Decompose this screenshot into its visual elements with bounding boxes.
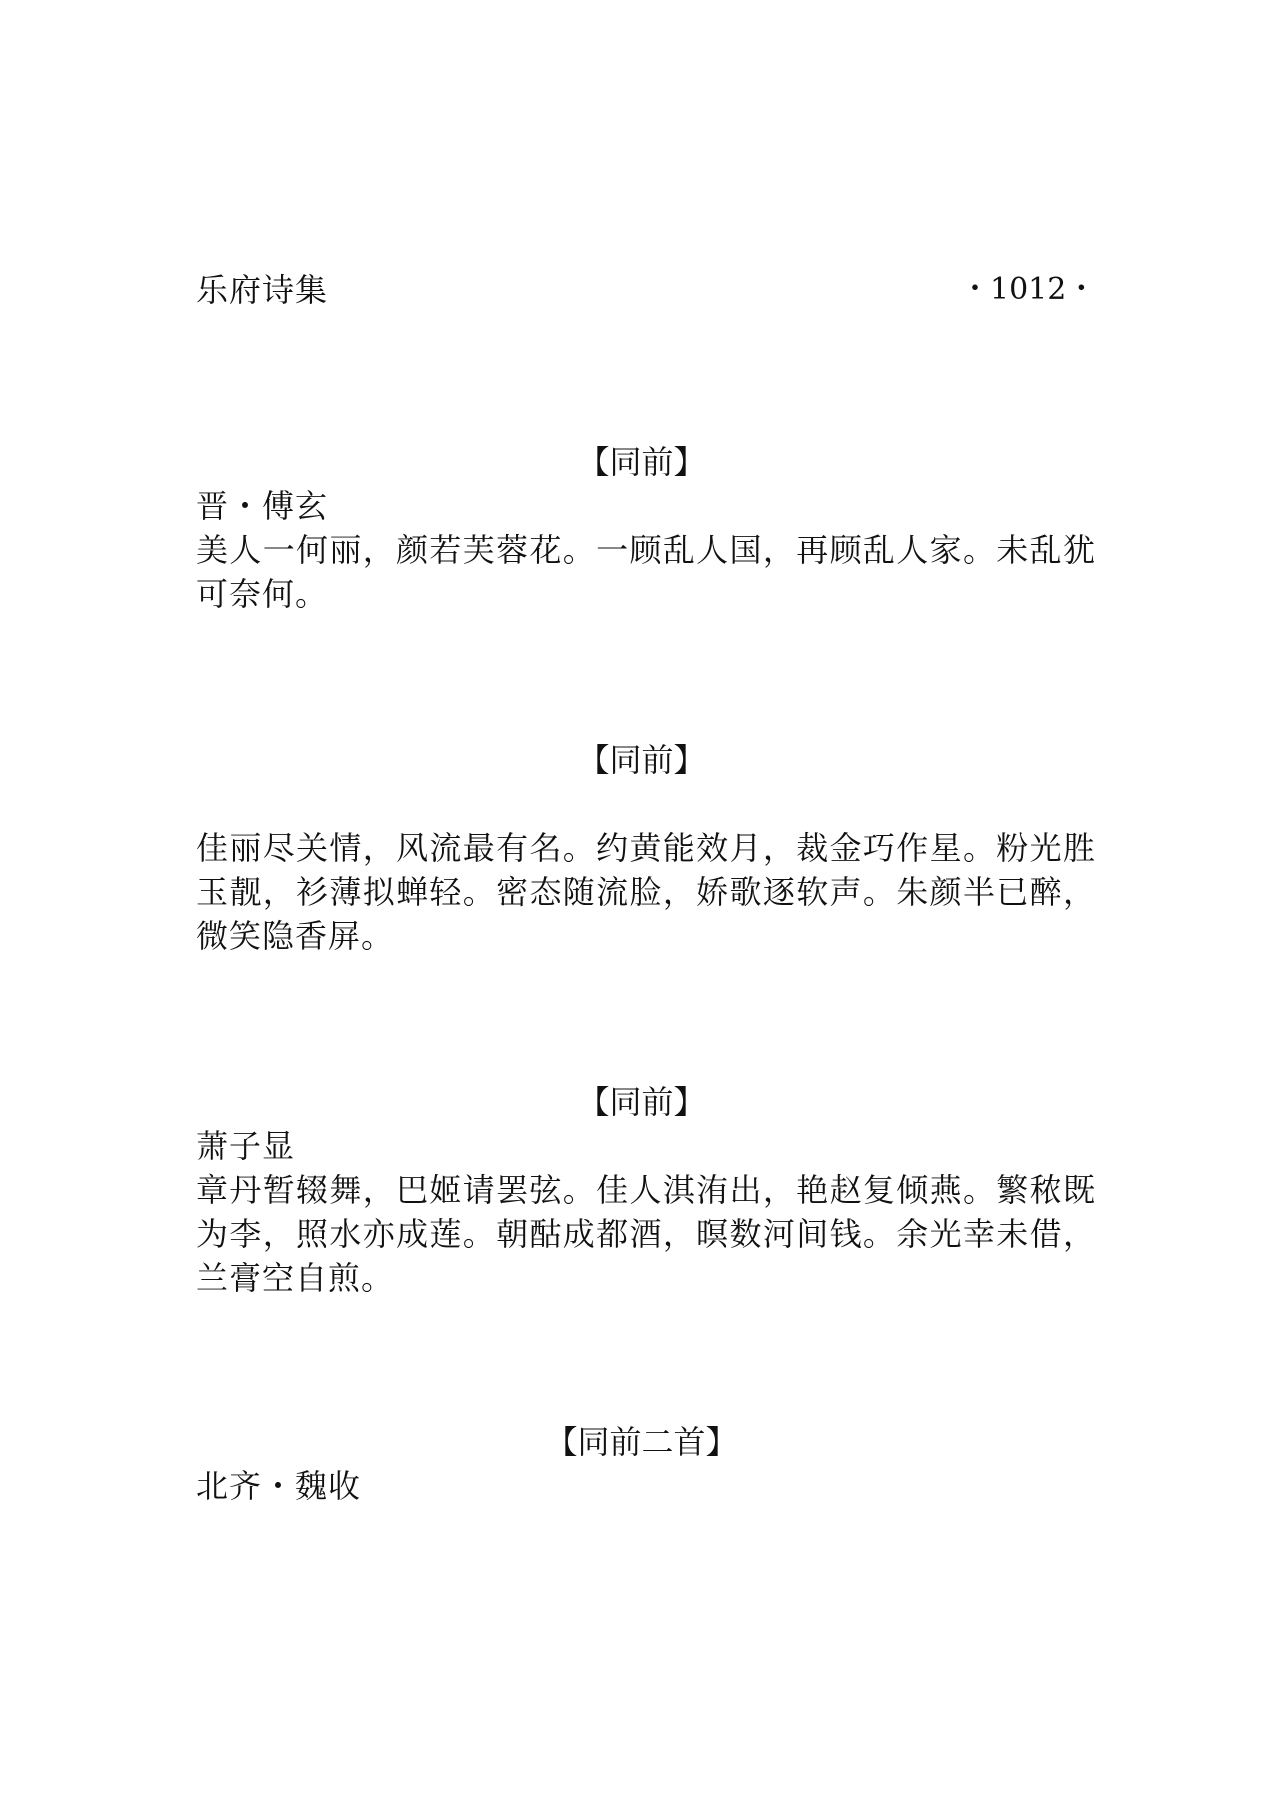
section-title: 【同前】	[577, 1083, 706, 1121]
section-text: 章丹暂辍舞，巴姬请罢弦。佳人淇洧出，艳赵复倾燕。繁秾既为李，照水亦成莲。朝酤成都酒，暝数河间钱。余光幸未借，兰膏空自煎。	[196, 1171, 1096, 1297]
section-title: 【同前】	[577, 741, 706, 779]
section-text: 佳丽尽关情，风流最有名。约黄能效月，裁金巧作星。粉光胜玉靓，衫薄拟蝉轻。密态随流脸，娇歌逐软声。朱颜半已醉，微笑隐香屏。	[196, 829, 1096, 955]
section-text: 美人一何丽，颜若芙蓉花。一顾乱人国，再顾乱人家。未乱犹可奈何。	[196, 531, 1096, 613]
section-author: 晋・傅玄	[196, 487, 329, 525]
section-author: 北齐・魏收	[196, 1467, 362, 1505]
book-title: 乐府诗集	[196, 271, 329, 309]
section-title: 【同前二首】	[545, 1423, 738, 1461]
page-number: ・1012・	[960, 272, 1097, 307]
section-title: 【同前】	[577, 443, 706, 481]
section-author: 萧子显	[196, 1127, 296, 1165]
